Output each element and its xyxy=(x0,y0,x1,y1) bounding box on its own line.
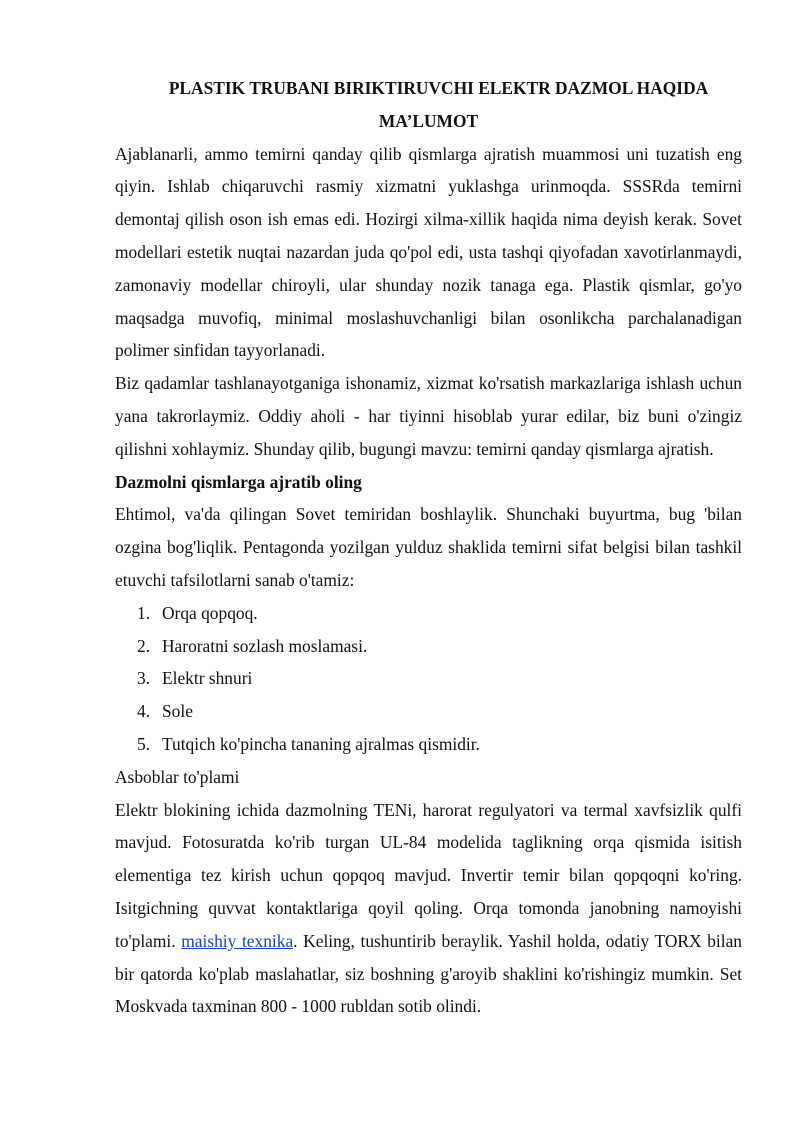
list-number: 3. xyxy=(137,668,151,689)
list-item xyxy=(137,597,742,630)
paragraph-intro: Ajablanarli, ammo temirni qanday qilib qismlarga ajratish muammosi uni tuzatish eng qiyin. Ishlab chiqaruvchi rasmiy xizmatni yuklashga urinmoqda. SSSRda temirni demontaj qilish oson ish emas edi. Hozirgi xilma-xillik haqida nima deyish kerak. Sovet modellari estetik nuqtai nazardan juda qo'pol edi, usta tashqi qiyofadan xavotirlanmaydi, zamonaviy modellar chiroyli, ular shunday nozik tanaga ega. Plastik qismlar, go'yo maqsadga muvofiq, minimal moslashuvchanligi bilan osonlikcha parchalanadigan polimer sinfidan tayyorlanadi. xyxy=(115,143,742,361)
list-text: Sole xyxy=(162,701,193,722)
title-line-1: PLASTIK TRUBANI BIRIKTIRUVCHI ELEKTR DAZMOL HAQIDA xyxy=(168,78,709,98)
paragraph-service: Biz qadamlar tashlanayotganiga ishonamiz, xizmat ko'rsatish markazlariga ishlash uchun yana takrorlaymiz. Oddiy aholi - har tiyinni hisoblab yurar edilar, biz buni o'zingiz qilishni xohlaymiz. Shunday qilib, bugungi mavzu: temirni qanday qismlarga ajratish. xyxy=(115,373,742,459)
list-item xyxy=(137,630,742,663)
list-text: Haroratni sozlash moslamasi. xyxy=(162,635,368,656)
list-text: Elektr shnuri xyxy=(162,668,253,689)
list-item xyxy=(137,728,742,761)
list-item xyxy=(137,695,742,728)
title-line-2: MA’LUMOT xyxy=(378,110,479,131)
document-title xyxy=(115,72,742,138)
paragraph-text-after-link: . Keling, tushuntirib beraylik. Yashil holda, odatiy TORX bilan bir qatorda ko'plab maslahatlar, siz boshning g'aroyib shaklini ko'rishingiz mumkin. Set Moskvada taxminan 800 - 1000 rubldan sotib olindi. xyxy=(115,930,742,1017)
list-number: 5. xyxy=(137,733,151,754)
list-number: 1. xyxy=(137,602,151,623)
tools-subheading: Asboblar to'plami xyxy=(115,766,240,787)
parts-list xyxy=(115,597,742,761)
section-heading: Dazmolni qismlarga ajratib oling xyxy=(115,471,362,492)
document-page xyxy=(115,72,742,1023)
paragraph-parts-intro: Ehtimol, va'da qilingan Sovet temiridan boshlaylik. Shunchaki buyurtma, bug 'bilan ozgina bog'liqlik. Pentagonda yozilgan yulduz shaklida temirni sifat belgisi bilan tashkil etuvchi tafsilotlarni sanab o'tamiz: xyxy=(115,504,742,590)
list-number: 4. xyxy=(137,701,151,722)
list-text: Tutqich ko'pincha tananing ajralmas qismidir. xyxy=(162,733,480,754)
appliances-link[interactable]: maishiy texnika xyxy=(181,930,294,951)
paragraph-electric-block xyxy=(115,794,742,1024)
list-number: 2. xyxy=(137,635,151,656)
list-text: Orqa qopqoq. xyxy=(162,602,258,623)
paragraph-text-before-link: Elektr blokining ichida dazmolning TENi, harorat regulyatori va termal xavfsizlik qulfi mavjud. Fotosuratda ko'rib turgan UL-84 modelida taglikning orqa qismida isitish elementiga tez kirish uchun qopqoq mavjud. Invertir temir bilan qopqoqni ko'ring. Isitgichning quvvat kontaktlariga qoyil qoling. Orqa tomonda janobning namoyishi to'plami. xyxy=(115,799,742,951)
list-item xyxy=(137,662,742,695)
